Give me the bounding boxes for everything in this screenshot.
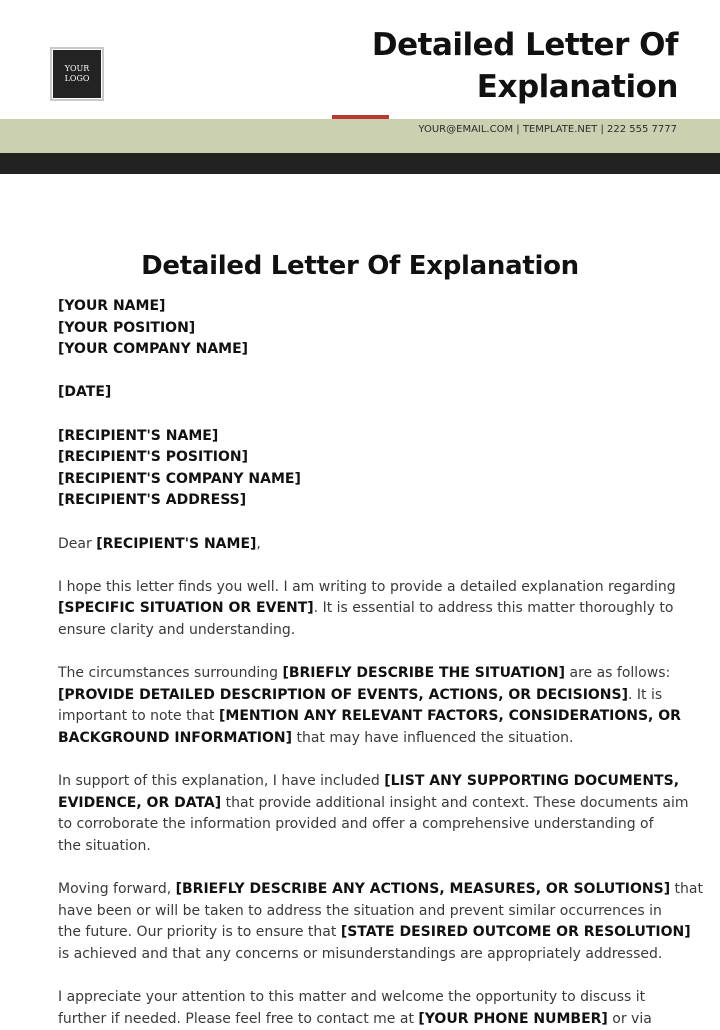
logo-text-line1: YOUR (64, 64, 90, 73)
recipient-name: [RECIPIENT'S NAME] (58, 427, 219, 444)
recipient-address: [RECIPIENT'S ADDRESS] (58, 492, 247, 509)
letterhead-title (338, 24, 678, 108)
company-logo (53, 50, 101, 98)
sender-position: [YOUR POSITION] (58, 319, 196, 336)
logo-text-line2: LOGO (64, 74, 90, 83)
letterhead (0, 0, 720, 174)
letterhead-title-line1: Detailed Letter Of (371, 27, 678, 63)
letterhead-title-line2: Explanation (476, 69, 678, 105)
document-title: Detailed Letter Of Explanation (141, 251, 579, 281)
paragraph-moving-forward: Moving forward, [BRIEFLY DESCRIBE ANY ACTIONS, MEASURES, OR SOLUTIONS] that have been or will be taken to address the situation and prevent similar occurrences in the future. Our priority is to ensure that [STATE DESIRED OUTCOME OR RESOLUTION] is achieved and that any concerns or misunderstandings are appropriately addressed. (58, 881, 703, 962)
red-accent-line (332, 115, 389, 119)
recipient-position: [RECIPIENT'S POSITION] (58, 449, 248, 466)
paragraph-circumstances: The circumstances surrounding [BRIEFLY DESCRIBE THE SITUATION] are as follows: [PROVIDE DETAILED DESCRIPTION OF EVENTS, ACTIONS, OR DECISIONS]. It is important to note that [MENTION ANY RELEVANT FACTORS, CONSIDERATIONS, OR BACKGROUND INFORMATION] that may have influenced the situation. (58, 665, 681, 746)
sender-name: [YOUR NAME] (58, 298, 166, 314)
letter-date: [DATE] (58, 384, 112, 401)
recipient-company: [RECIPIENT'S COMPANY NAME] (58, 470, 301, 487)
paragraph-intro: I hope this letter finds you well. I am writing to provide a detailed explanation regarding [SPECIFIC SITUATION OR EVENT]. It is essential to address this matter thoroughly to ensure clarity and understanding. (58, 578, 676, 638)
dark-divider-bar (0, 153, 720, 174)
paragraph-supporting-documents: In support of this explanation, I have included [LIST ANY SUPPORTING DOCUMENTS, EVIDENCE, OR DATA] that provide additional insight and context. These documents aim to corroborate the information provided and offer a comprehensive understanding of the situation. (58, 773, 689, 854)
letter-body (58, 296, 703, 1030)
sender-company: [YOUR COMPANY NAME] (58, 341, 249, 358)
contact-info: YOUR@EMAIL.COM | TEMPLATE.NET | 222 555 7777 (418, 124, 677, 135)
salutation: Dear [RECIPIENT'S NAME], (58, 535, 261, 552)
paragraph-closing: I appreciate your attention to this matter and welcome the opportunity to discuss it further if needed. Please feel free to contact me at [YOUR PHONE NUMBER] or via (58, 989, 652, 1027)
